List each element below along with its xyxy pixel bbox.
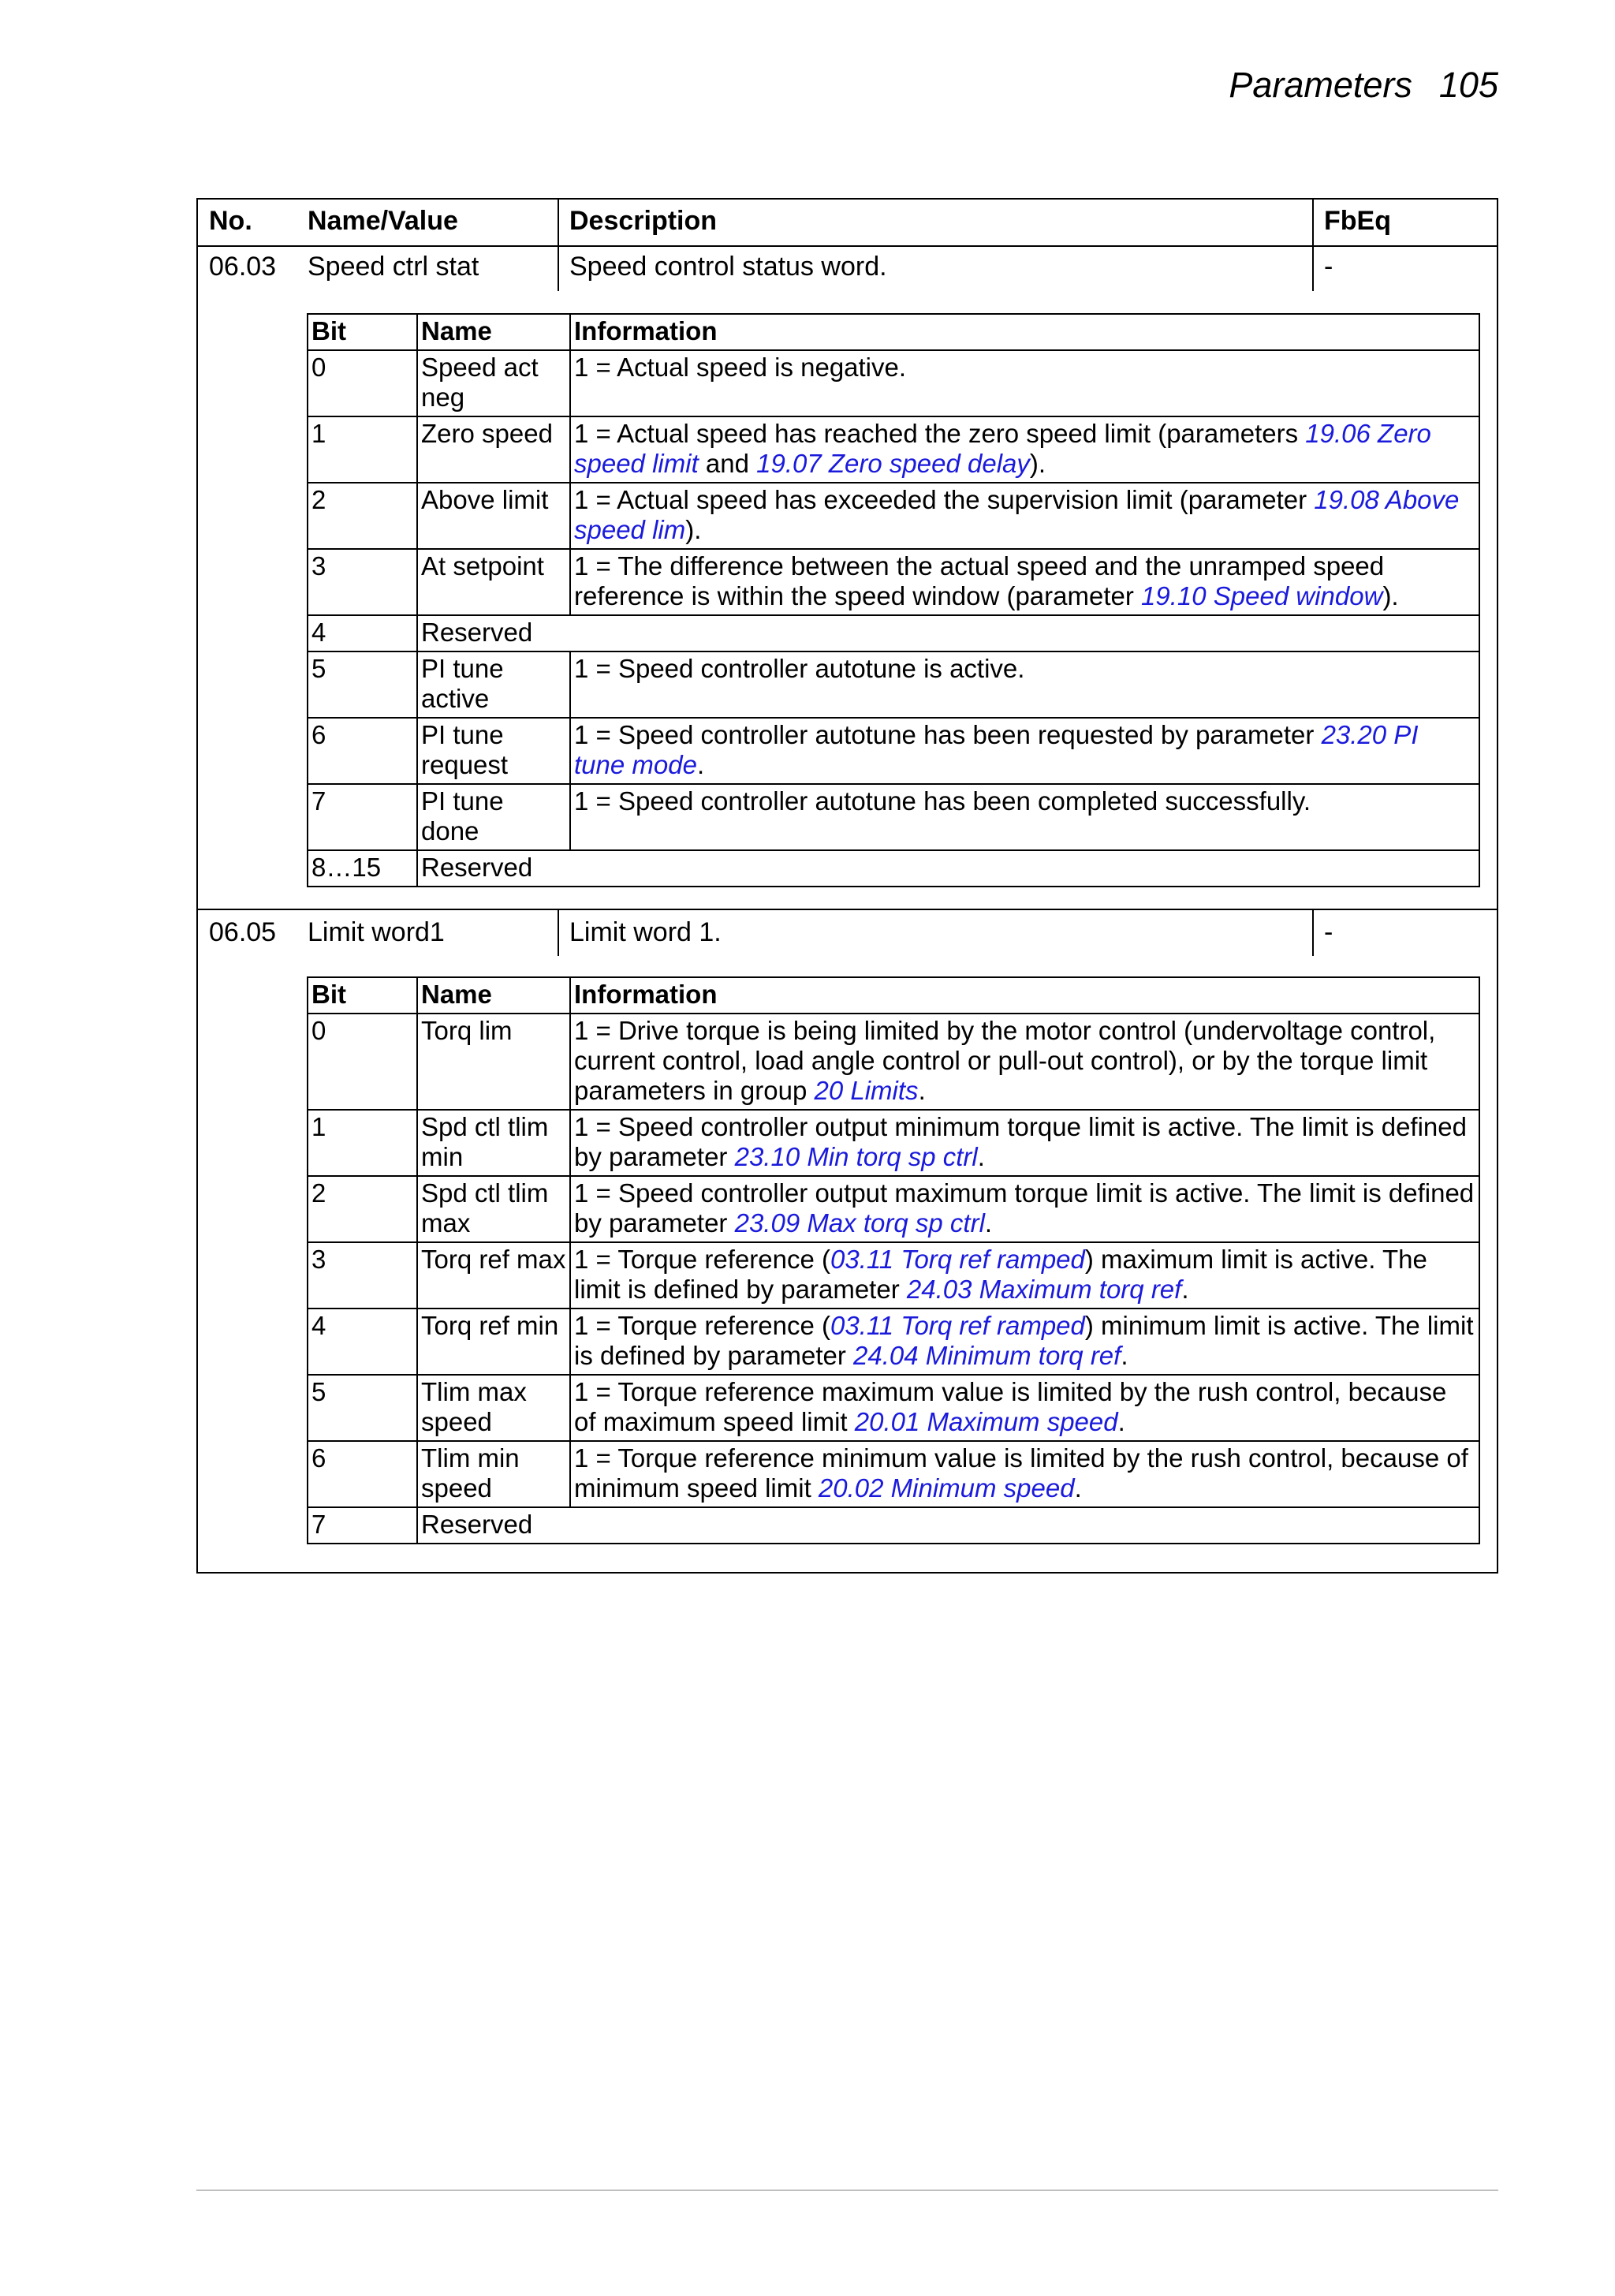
param-name: Speed ctrl stat xyxy=(308,252,479,282)
info-text: . xyxy=(696,750,705,779)
table-row xyxy=(308,850,1479,887)
parameter-link[interactable]: 23.20 PI tune mode xyxy=(574,720,1419,779)
table-row xyxy=(308,1176,1479,1242)
parameter-table xyxy=(196,198,1498,1574)
info-text: . xyxy=(918,1076,926,1105)
param-description: Limit word 1. xyxy=(569,917,722,947)
bit-header: Bit xyxy=(308,977,417,1014)
info-text: 1 = Torque reference maximum value is limited by the rush control, because of maximum speed limit xyxy=(574,1377,1447,1436)
table-row xyxy=(308,718,1479,784)
col-header-name-value: Name/Value xyxy=(308,206,458,236)
bit-information xyxy=(570,350,1479,416)
param-fbeq: - xyxy=(1324,252,1333,282)
bit-number: 6 xyxy=(308,1441,417,1507)
info-text: 1 = Actual speed has exceeded the supervision limit (parameter xyxy=(574,485,1315,514)
bit-name: Tlim min speed xyxy=(417,1441,570,1507)
bit-number: 5 xyxy=(308,1375,417,1441)
bit-name: PI tune done xyxy=(417,784,570,850)
bit-number: 2 xyxy=(308,1176,417,1242)
bit-number: 5 xyxy=(308,651,417,718)
name-header: Name xyxy=(417,977,570,1014)
parameter-link[interactable]: 03.11 Torq ref ramped xyxy=(830,1311,1085,1340)
info-text: 1 = Speed controller autotune has been requested by parameter xyxy=(574,720,1322,749)
bit-number: 1 xyxy=(308,1110,417,1176)
bit-number: 8…15 xyxy=(308,850,417,887)
table-row xyxy=(308,1375,1479,1441)
bit-number: 7 xyxy=(308,784,417,850)
info-text: 1 = Torque reference minimum value is limited by the rush control, because of minimum speed limit xyxy=(574,1443,1468,1503)
bit-number: 4 xyxy=(308,1309,417,1375)
info-text: ) minimum limit is active. The limit is defined by parameter xyxy=(574,1311,1474,1370)
info-text: 1 = The difference between the actual speed and the unramped speed reference is within the speed window (parameter xyxy=(574,551,1385,610)
info-text: . xyxy=(1121,1341,1128,1370)
name-header: Name xyxy=(417,314,570,350)
bit-name: Reserved xyxy=(417,850,1479,887)
param-name: Limit word1 xyxy=(308,917,445,947)
info-text: 1 = Actual speed has reached the zero speed limit (parameters xyxy=(574,419,1306,448)
bit-name: PI tune request xyxy=(417,718,570,784)
bit-information xyxy=(570,784,1479,850)
bit-number: 0 xyxy=(308,350,417,416)
bit-table-06-05 xyxy=(307,976,1480,1544)
bit-name: Zero speed xyxy=(417,416,570,483)
table-row xyxy=(308,1014,1479,1110)
info-text: . xyxy=(1074,1473,1082,1503)
info-text: ). xyxy=(1029,449,1046,478)
bit-information xyxy=(570,416,1479,483)
bit-table-06-03 xyxy=(307,313,1480,887)
param-no: 06.05 xyxy=(209,917,277,947)
info-text: 1 = Actual speed is negative. xyxy=(574,353,907,382)
bit-table-header xyxy=(308,977,1479,1014)
col-header-no: No. xyxy=(209,206,252,236)
page-header xyxy=(1229,65,1498,106)
bit-number: 6 xyxy=(308,718,417,784)
col-header-description: Description xyxy=(569,206,718,236)
parameter-link[interactable]: 20 Limits xyxy=(814,1076,919,1105)
parameter-link[interactable]: 19.10 Speed window xyxy=(1141,581,1383,610)
info-text: ). xyxy=(685,515,702,544)
information-header: Information xyxy=(570,977,1479,1014)
param-fbeq: - xyxy=(1324,917,1333,947)
info-text: and xyxy=(698,449,757,478)
bit-information xyxy=(570,1242,1479,1309)
bit-name: Tlim max speed xyxy=(417,1375,570,1441)
footer-rule xyxy=(196,2190,1498,2191)
info-text: . xyxy=(977,1142,985,1171)
info-text: . xyxy=(1117,1407,1125,1436)
info-text: 1 = Torque reference ( xyxy=(574,1311,831,1340)
bit-number: 3 xyxy=(308,1242,417,1309)
bit-information xyxy=(570,549,1479,615)
bit-information xyxy=(570,1110,1479,1176)
bit-name: Torq ref max xyxy=(417,1242,570,1309)
bit-number: 0 xyxy=(308,1014,417,1110)
parameter-link[interactable]: 20.01 Maximum speed xyxy=(854,1407,1118,1436)
bit-table-header xyxy=(308,314,1479,350)
bit-name: Torq lim xyxy=(417,1014,570,1110)
info-text: 1 = Speed controller autotune is active. xyxy=(574,654,1025,683)
bit-information xyxy=(570,483,1479,549)
bit-name: Reserved xyxy=(417,615,1479,651)
info-text: . xyxy=(1181,1275,1189,1304)
bit-information xyxy=(570,718,1479,784)
table-row xyxy=(308,1309,1479,1375)
bit-header: Bit xyxy=(308,314,417,350)
parameter-link[interactable]: 23.10 Min torq sp ctrl xyxy=(734,1142,978,1171)
info-text: . xyxy=(984,1208,993,1238)
table-row xyxy=(308,784,1479,850)
bit-name: Above limit xyxy=(417,483,570,549)
parameter-link[interactable]: 19.08 Above speed lim xyxy=(574,485,1460,544)
info-text: ). xyxy=(1382,581,1399,610)
col-header-fbeq: FbEq xyxy=(1324,206,1391,236)
bit-information xyxy=(570,1441,1479,1507)
bit-information xyxy=(570,1375,1479,1441)
bit-name: Reserved xyxy=(417,1507,1479,1544)
bit-information xyxy=(570,1176,1479,1242)
bit-number: 2 xyxy=(308,483,417,549)
parameter-link[interactable]: 24.03 Maximum torq ref xyxy=(906,1275,1182,1304)
table-row xyxy=(308,1110,1479,1176)
param-no: 06.03 xyxy=(209,252,277,282)
table-row xyxy=(308,651,1479,718)
parameter-link[interactable]: 19.06 Zero speed limit xyxy=(574,419,1431,478)
info-text: 1 = Drive torque is being limited by the motor control (undervoltage control, current control, load angle control or pull-out control), or by the torque limit parameters in group xyxy=(574,1016,1436,1105)
information-header: Information xyxy=(570,314,1479,350)
bit-number: 3 xyxy=(308,549,417,615)
bit-information xyxy=(570,1014,1479,1110)
bit-name: Spd ctl tlim max xyxy=(417,1176,570,1242)
bit-information xyxy=(570,1309,1479,1375)
bit-name: Spd ctl tlim min xyxy=(417,1110,570,1176)
bit-name: At setpoint xyxy=(417,549,570,615)
parameter-link[interactable]: 19.07 Zero speed delay xyxy=(756,449,1030,478)
table-row xyxy=(308,350,1479,416)
bit-name: PI tune active xyxy=(417,651,570,718)
bit-number: 1 xyxy=(308,416,417,483)
table-row xyxy=(308,615,1479,651)
parameter-link[interactable]: 03.11 Torq ref ramped xyxy=(830,1245,1085,1274)
info-text: ) maximum limit is active. The limit is defined by parameter xyxy=(574,1245,1427,1304)
table-row xyxy=(308,549,1479,615)
bit-number: 4 xyxy=(308,615,417,651)
parameter-link[interactable]: 23.09 Max torq sp ctrl xyxy=(734,1208,985,1238)
info-text: 1 = Speed controller output minimum torque limit is active. The limit is defined by parameter xyxy=(574,1112,1467,1171)
table-row xyxy=(308,1242,1479,1309)
table-row xyxy=(308,1441,1479,1507)
bit-information xyxy=(570,651,1479,718)
param-description: Speed control status word. xyxy=(569,252,887,282)
table-row xyxy=(308,1507,1479,1544)
parameter-link[interactable]: 24.04 Minimum torq ref xyxy=(853,1341,1121,1370)
table-row xyxy=(308,483,1479,549)
section-title: Parameters xyxy=(1229,65,1412,105)
page-number: 105 xyxy=(1438,65,1498,105)
info-text: 1 = Speed controller output maximum torque limit is active. The limit is defined by parameter xyxy=(574,1178,1475,1238)
table-row xyxy=(308,416,1479,483)
info-text: 1 = Speed controller autotune has been completed successfully. xyxy=(574,786,1311,816)
bit-name: Speed act neg xyxy=(417,350,570,416)
parameter-link[interactable]: 20.02 Minimum speed xyxy=(818,1473,1075,1503)
bit-name: Torq ref min xyxy=(417,1309,570,1375)
info-text: 1 = Torque reference ( xyxy=(574,1245,831,1274)
bit-number: 7 xyxy=(308,1507,417,1544)
